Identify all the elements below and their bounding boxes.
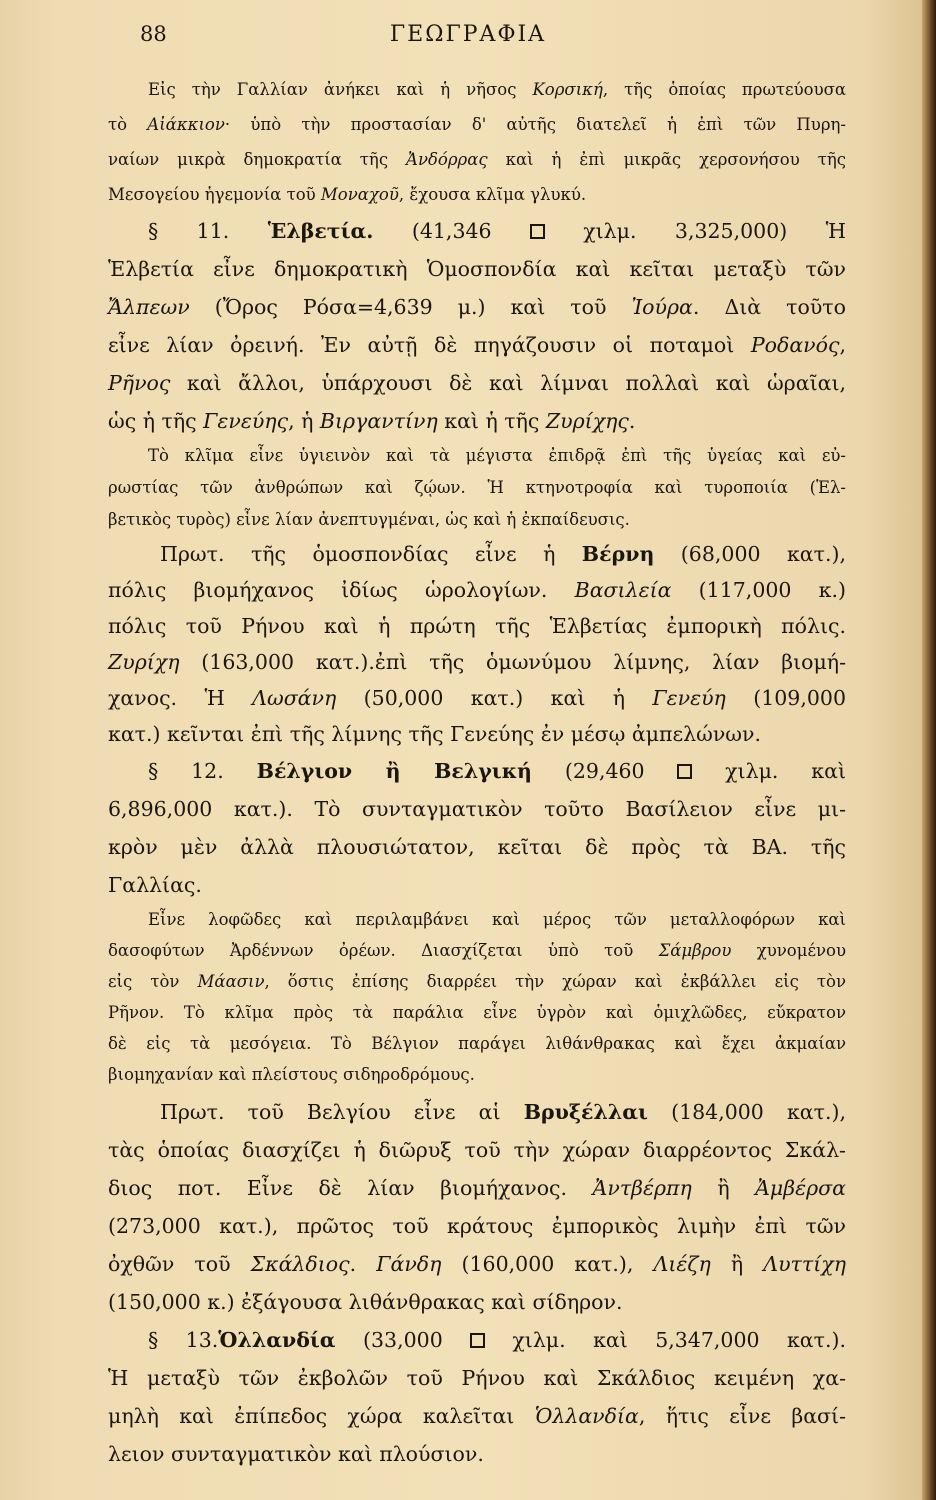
text-line: ὡς ἡ τῆς Γενεύης, ἡ Βιργαντίνη καὶ ἡ τῆς Ζυρίχης. <box>108 409 636 433</box>
text-line: Τὸ κλῖμα εἶνε ὑγιεινὸν καὶ τὰ μέγιστα ἐπιδρᾷ ἐπὶ τῆς ὑγείας καὶ εὐ- <box>148 446 846 465</box>
text-line: Πρωτ. τῆς ὁμοσπονδίας εἶνε ἡ Βέρνη (68,000 κατ.), <box>160 542 846 566</box>
text-line: Εἰς τὴν Γαλλίαν ἀνήκει καὶ ἡ νῆσος Κορσική, τῆς ὁποίας πρωτεύουσα <box>148 80 846 99</box>
text-line: λειον συνταγματικὸν καὶ πλούσιον. <box>108 1442 484 1466</box>
text-line: βιομηχανίαν καὶ πλείστους σιδηροδρόμους. <box>108 1065 475 1084</box>
text-line: κατ.) κεῖνται ἐπὶ τῆς λίμνης τῆς Γενεύης ἐν μέσῳ ἀμπελώνων. <box>108 722 762 746</box>
text-line: Ρῆνον. Τὸ κλῖμα πρὸς τὰ παράλια εἶνε ὑγρὸν καὶ ὁμιχλῶδες, εὔκρατον <box>108 1003 846 1022</box>
text-line: Ἑλβετία εἶνε δημοκρατικὴ Ὁμοσπονδία καὶ κεῖται μεταξὺ τῶν <box>108 257 846 281</box>
text-line: Πρωτ. τοῦ Βελγίου εἶνε αἱ Βρυξέλλαι (184,000 κατ.), <box>160 1100 846 1124</box>
text-line: πόλις βιομήχανος ἰδίως ὡρολογίων. Βασιλεία (117,000 κ.) <box>108 578 846 602</box>
text-line: βετικὸς τυρὸς) εἶνε λίαν ἀνεπτυγμέναι, ὡς καὶ ἡ ἐκπαίδευσις. <box>108 510 630 529</box>
square-symbol-icon <box>530 224 545 239</box>
page-title: ΓΕΩΓΡΑΦΙΑ <box>389 22 547 47</box>
square-symbol-icon <box>677 764 692 779</box>
text-line: χανος. Ἡ Λωσάνη (50,000 κατ.) καὶ ἡ Γενεύη (109,000 <box>108 686 846 710</box>
text-line: δὲ εἰς τὰ μεσόγεια. Τὸ Βέλγιον παράγει λιθάνθρακας καὶ ἔχει ἀκμαίαν <box>108 1034 846 1053</box>
section-heading-holland: § 13.Ὁλλανδία (33,000 χιλμ. καὶ 5,347,000 κατ.). <box>148 1328 846 1352</box>
text-line: Γαλλίας. <box>108 873 202 897</box>
text-line: ναίων μικρὰ δημοκρατία τῆς Ἀνδόρρας καὶ ἡ ἐπὶ μικρᾶς χερσονήσου τῆς <box>108 150 846 169</box>
page-header <box>0 22 936 58</box>
text-line: Ζυρίχη (163,000 κατ.).ἐπὶ τῆς ὁμωνύμου λίμνης, λίαν βιομή- <box>108 650 846 674</box>
section-heading-belgium: § 12. Βέλγιον ἢ Βελγική (29,460 χιλμ. καὶ <box>148 759 846 783</box>
book-binding <box>922 0 936 1500</box>
page-text <box>108 72 846 1473</box>
text-line: τὸ Αἰάκκιον· ὑπὸ τὴν προστασίαν δ' αὐτῆς διατελεῖ ἡ ἐπὶ τῶν Πυρη- <box>108 115 846 134</box>
text-line: Ἡ μεταξὺ τῶν ἐκβολῶν τοῦ Ρήνου καὶ Σκάλδιος κειμένη χα- <box>108 1366 846 1390</box>
text-line: μηλὴ καὶ ἐπίπεδος χώρα καλεῖται Ὁλλανδία, ἥτις εἶνε βασί- <box>108 1404 846 1428</box>
text-line: διος ποτ. Εἶνε δὲ λίαν βιομήχανος. Ἀντβέρπη ἢ Ἀμβέρσα <box>108 1176 846 1200</box>
text-line: Εἶνε λοφῶδες καὶ περιλαμβάνει καὶ μέρος τῶν μεταλλοφόρων καὶ <box>148 910 846 929</box>
text-line: 6,896,000 κατ.). Τὸ συνταγματικὸν τοῦτο Βασίλειον εἶνε μι- <box>108 797 846 821</box>
text-line: ὀχθῶν τοῦ Σκάλδιος. Γάνδη (160,000 κατ.), Λιέζη ἢ Λυττίχη <box>108 1252 846 1276</box>
text-line: κρὸν μὲν ἀλλὰ πλουσιώτατον, κεῖται δὲ πρὸς τὰ ΒΑ. τῆς <box>108 835 846 859</box>
text-line: εἶνε λίαν ὀρεινή. Ἐν αὐτῇ δὲ πηγάζουσιν οἱ ποταμοὶ Ροδανός, <box>108 333 846 357</box>
text-line: εἰς τὸν Μάασιν, ὅστις ἐπίσης διαρρέει τὴν χώραν καὶ ἐκβάλλει εἰς τὸν <box>108 972 847 991</box>
square-symbol-icon <box>470 1333 485 1348</box>
text-line: Μεσογείου ἡγεμονία τοῦ Μοναχοῦ, ἔχουσα κλῖμα γλυκύ. <box>108 185 587 204</box>
text-line: πόλις τοῦ Ρήνου καὶ ἡ πρώτη τῆς Ἑλβετίας ἐμπορικὴ πόλις. <box>108 614 846 638</box>
section-heading-switzerland: § 11. Ἑλβετία. (41,346 χιλμ. 3,325,000) Ἡ <box>148 219 847 243</box>
page-number: 88 <box>140 22 167 46</box>
text-line: (150,000 κ.) ἐξάγουσα λιθάνθρακας καὶ σίδηρον. <box>108 1290 623 1314</box>
text-line: Ρῆνος καὶ ἄλλοι, ὑπάρχουσι δὲ καὶ λίμναι πολλαὶ καὶ ὡραῖαι, <box>108 371 846 395</box>
text-line: (273,000 κατ.), πρῶτος τοῦ κράτους ἐμπορικὸς λιμὴν ἐπὶ τῶν <box>108 1214 846 1238</box>
text-line: τὰς ὁποίας διασχίζει ἡ διῶρυξ τοῦ τὴν χώραν διαρρέοντος Σκάλ- <box>108 1138 846 1162</box>
text-line: ρωστίας τῶν ἀνθρώπων καὶ ζῴων. Ἡ κτηνοτροφία καὶ τυροποιία (Ἑλ- <box>108 478 846 497</box>
text-line: Ἄλπεων (Ὄρος Ρόσα=4,639 μ.) καὶ τοῦ Ἰούρα. Διὰ τοῦτο <box>108 295 846 319</box>
text-line: δασοφύτων Ἀρδέννων ὀρέων. Διασχίζεται ὑπὸ τοῦ Σάμβρου χυνομένου <box>108 941 846 960</box>
